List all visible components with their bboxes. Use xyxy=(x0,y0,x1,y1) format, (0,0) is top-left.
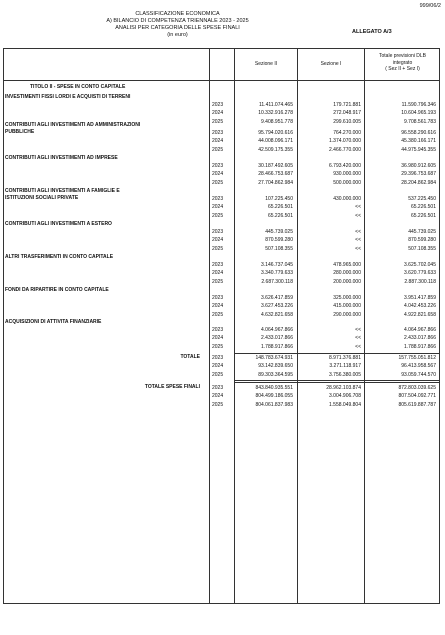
sez1-cell: 28.962.103.874 xyxy=(326,385,361,391)
total-cell: 28.204.862.984 xyxy=(401,179,436,186)
sez1-cell: 478.965.000 xyxy=(333,262,361,268)
year-cell: 2023 xyxy=(212,196,224,202)
category-label: PUBBLICHE xyxy=(5,129,35,135)
sez2-cell: 507.108.355 xyxy=(265,245,293,252)
sez2-cell: 28.466.753.687 xyxy=(258,171,293,178)
total-cell: 9.708.561.783 xyxy=(404,118,436,125)
year-cell: 2024 xyxy=(212,393,224,400)
sez2-cell: 1.788.917.866 xyxy=(261,343,293,350)
total-cell: 807.504.092.771 xyxy=(398,393,436,400)
total-cell: 805.619.887.787 xyxy=(398,401,436,408)
sez2-cell: 445.739.025 xyxy=(265,229,293,235)
sez2-cell: 843.840.935.551 xyxy=(255,385,293,391)
sez2-cell: 9.408.951.778 xyxy=(261,118,293,125)
sez1-cell: 415.000.000 xyxy=(333,303,361,310)
category-label: CONTRIBUTI AGLI INVESTIMENTI A FAMIGLIE E xyxy=(5,188,120,194)
total-cell: 96.558.290.616 xyxy=(401,130,436,136)
total-cell: 2.887.300.118 xyxy=(404,278,436,285)
header-line-2: A) BILANCIO DI COMPETENZA TRIENNALE 2023 - 2025 xyxy=(106,18,249,24)
total-rule xyxy=(234,353,440,354)
header-divider xyxy=(3,80,440,81)
total-cell: 93.059.744.570 xyxy=(401,371,436,378)
total-cell: 65.226.501 xyxy=(410,204,436,211)
totale-label: TOTALE xyxy=(180,354,200,360)
sez2-cell: 95.794.020.616 xyxy=(258,130,293,136)
total-cell: 872.803.039.625 xyxy=(398,385,436,391)
year-cell: 2023 xyxy=(212,385,224,391)
header-line-3: ANALISI PER CATEGORIA DELLE SPESE FINALI xyxy=(115,25,240,31)
header-line-4: (in euro) xyxy=(167,32,188,38)
year-cell: 2025 xyxy=(212,245,224,252)
year-cell: 2025 xyxy=(212,278,224,285)
total-cell: 96.413.958.567 xyxy=(401,363,436,370)
total-cell: 65.226.501 xyxy=(410,212,436,219)
year-cell: 2024 xyxy=(212,171,224,178)
sez1-cell: << xyxy=(355,343,361,350)
total-cell: 4.064.967.866 xyxy=(404,327,436,333)
year-cell: 2024 xyxy=(212,270,224,277)
sez2-cell: 89.303.364.595 xyxy=(258,371,293,378)
year-cell: 2024 xyxy=(212,237,224,244)
sez2-cell: 804.499.186.055 xyxy=(255,393,293,400)
total-cell: 10.604.965.193 xyxy=(401,110,436,117)
total-cell: 36.980.912.605 xyxy=(401,163,436,169)
total-cell: 870.599.280 xyxy=(408,237,436,244)
sez1-cell: 299.610.005 xyxy=(333,118,361,125)
sez2-cell: 3.627.453.226 xyxy=(261,303,293,310)
header-line-1: CLASSIFICAZIONE ECONOMICA xyxy=(135,11,220,17)
year-cell: 2024 xyxy=(212,335,224,342)
category-label: CONTRIBUTI AGLI INVESTIMENTI A ESTERO xyxy=(5,221,112,227)
year-cell: 2023 xyxy=(212,102,224,108)
total-cell: 2.433.017.866 xyxy=(404,335,436,342)
col-divider xyxy=(234,48,235,604)
sez2-cell: 4.632.821.658 xyxy=(261,311,293,318)
sez1-cell: 179.721.881 xyxy=(333,102,361,108)
sez2-cell: 148.783.674.931 xyxy=(255,355,293,361)
total-cell: 44.975.945.355 xyxy=(401,146,436,153)
year-cell: 2023 xyxy=(212,130,224,136)
year-cell: 2025 xyxy=(212,311,224,318)
year-cell: 2023 xyxy=(212,355,224,361)
sez1-cell: 290.000.000 xyxy=(333,311,361,318)
year-cell: 2025 xyxy=(212,179,224,186)
col-divider xyxy=(364,48,365,604)
category-label: ACQUISIZIONI DI ATTIVITA FINANZIARIE xyxy=(5,319,102,325)
sez1-cell: 930.000.000 xyxy=(333,171,361,178)
total-cell: 4.922.821.658 xyxy=(404,311,436,318)
sez2-cell: 30.187.492.605 xyxy=(258,163,293,169)
year-cell: 2023 xyxy=(212,229,224,235)
year-cell: 2023 xyxy=(212,262,224,268)
category-label: ISTITUZIONI SOCIALI PRIVATE xyxy=(5,195,79,201)
sez2-cell: 44.008.096.171 xyxy=(258,138,293,145)
sez1-cell: 2.466.770.000 xyxy=(329,146,361,153)
col-divider xyxy=(297,48,298,604)
year-cell: 2023 xyxy=(212,295,224,301)
col-header-sez2: Sezione II xyxy=(254,61,278,67)
total-cell: 157.755.051.812 xyxy=(398,355,436,361)
sez1-cell: 3.004.906.708 xyxy=(329,393,361,400)
year-cell: 2024 xyxy=(212,363,224,370)
sez2-cell: 65.226.501 xyxy=(267,212,293,219)
sez2-cell: 42.509.175.355 xyxy=(258,146,293,153)
category-label: ALTRI TRASFERIMENTI IN CONTO CAPITALE xyxy=(5,254,114,260)
sez1-cell: << xyxy=(355,237,361,244)
sez1-cell: << xyxy=(355,204,361,211)
sez1-cell: 430.000.000 xyxy=(333,196,361,202)
sez1-cell: 8.971.376.881 xyxy=(329,355,361,361)
sez1-cell: 3.271.118.917 xyxy=(329,363,361,370)
sez1-cell: 764.270.000 xyxy=(333,130,361,136)
sez1-cell: 3.756.380.005 xyxy=(329,371,361,378)
total-rule xyxy=(234,380,440,381)
total-cell: 1.788.917.866 xyxy=(404,343,436,350)
year-cell: 2025 xyxy=(212,146,224,153)
total-cell: 445.739.025 xyxy=(408,229,436,235)
total-cell: 3.620.779.633 xyxy=(404,270,436,277)
year-cell: 2024 xyxy=(212,110,224,117)
sez1-cell: << xyxy=(355,229,361,235)
total-cell: 3.951.417.859 xyxy=(404,295,436,301)
sez2-cell: 2.687.300.118 xyxy=(261,278,293,285)
category-label: CONTRIBUTI AGLI INVESTIMENTI AD IMPRESE xyxy=(5,155,118,161)
sez1-cell: 6.793.420.000 xyxy=(329,163,361,169)
year-cell: 2025 xyxy=(212,371,224,378)
sez1-cell: << xyxy=(355,335,361,342)
category-label: CONTRIBUTI AGLI INVESTIMENTI AD AMMINISTRAZIONI xyxy=(5,122,141,128)
sez2-cell: 65.226.501 xyxy=(267,204,293,211)
total-cell: 4.042.453.226 xyxy=(404,303,436,310)
total-cell: 507.108.355 xyxy=(408,245,436,252)
sez1-cell: 1.558.049.804 xyxy=(329,401,361,408)
sez1-cell: 272.048.917 xyxy=(333,110,361,117)
totale-finali-label: TOTALE SPESE FINALI xyxy=(144,384,200,390)
sez1-cell: 500.000.000 xyxy=(333,179,361,186)
section-title: TITOLO II - SPESE IN CONTO CAPITALE xyxy=(30,84,126,90)
total-cell: 3.625.702.045 xyxy=(404,262,436,268)
sez2-cell: 804.061.837.983 xyxy=(255,401,293,408)
sez1-cell: 280.000.000 xyxy=(333,270,361,277)
sez1-cell: 200.000.000 xyxy=(333,278,361,285)
sez1-cell: << xyxy=(355,245,361,252)
sez2-cell: 11.411.074.465 xyxy=(258,102,293,108)
col-header-total-line: Totale previsioni DLB xyxy=(379,53,426,59)
page-reference: 999/06/2 xyxy=(419,3,441,9)
category-label: INVESTIMENTI FISSI LORDI E ACQUISTI DI TERRENI xyxy=(5,94,131,100)
sez2-cell: 2.433.017.866 xyxy=(261,335,293,342)
total-cell: 29.396.753.687 xyxy=(401,171,436,178)
sez1-cell: 325.000.000 xyxy=(333,295,361,301)
sez1-cell: << xyxy=(355,327,361,333)
sez2-cell: 4.064.967.866 xyxy=(261,327,293,333)
sez2-cell: 27.704.862.984 xyxy=(258,179,293,186)
year-cell: 2024 xyxy=(212,204,224,211)
col-header-total xyxy=(365,53,440,73)
col-header-total-line: integrato xyxy=(392,59,413,66)
total-cell: 11.590.796.346 xyxy=(401,102,436,108)
sez2-cell: 870.599.280 xyxy=(265,237,293,244)
year-cell: 2025 xyxy=(212,343,224,350)
sez2-cell: 3.340.779.633 xyxy=(261,270,293,277)
category-label: FONDI DA RIPARTIRE IN CONTO CAPITALE xyxy=(5,287,109,293)
year-cell: 2025 xyxy=(212,212,224,219)
total-cell: 45.380.166.171 xyxy=(401,138,436,145)
sez2-cell: 107.225.450 xyxy=(265,196,293,202)
total-cell: 537.225.450 xyxy=(408,196,436,202)
year-cell: 2024 xyxy=(212,138,224,145)
total-rule xyxy=(234,382,440,383)
year-cell: 2025 xyxy=(212,401,224,408)
sez1-cell: 1.374.070.000 xyxy=(329,138,361,145)
sez2-cell: 10.332.916.278 xyxy=(258,110,293,117)
year-cell: 2023 xyxy=(212,327,224,333)
allegato-label: ALLEGATO A/3 xyxy=(352,29,392,35)
year-cell: 2024 xyxy=(212,303,224,310)
year-cell: 2023 xyxy=(212,163,224,169)
sez2-cell: 3.146.737.045 xyxy=(261,262,293,268)
col-header-total-line: ( Sez II + Sez I) xyxy=(385,66,420,72)
sez2-cell: 93.142.839.650 xyxy=(258,363,293,370)
sez2-cell: 3.626.417.859 xyxy=(261,295,293,301)
col-divider xyxy=(209,48,210,604)
sez1-cell: << xyxy=(355,212,361,219)
year-cell: 2025 xyxy=(212,118,224,125)
col-header-sez1: Sezione I xyxy=(320,61,342,67)
